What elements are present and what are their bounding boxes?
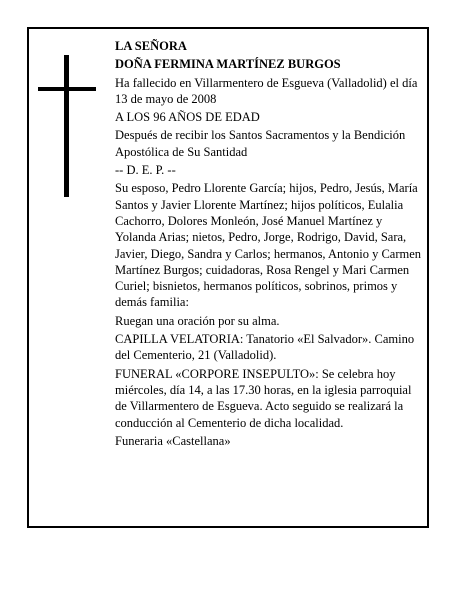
chapel-info: CAPILLA VELATORIA: Tanatorio «El Salvador». Camino del Cementerio, 21 (Valladolid). (115, 332, 415, 363)
death-info: Ha fallecido en Villarmentero de Esgueva (Valladolid) el día 13 de mayo de 2008 (115, 75, 418, 106)
sacraments-line: Después de recibir los Santos Sacramentos y la Bendición Apostólica de Su Santidad (115, 128, 406, 159)
funeral-home: Funeraria «Castellana» (115, 433, 231, 448)
funeral-info: FUNERAL «CORPORE INSEPULTO»: Se celebra hoy miércoles, día 14, a las 17.30 horas, en la iglesia parroquial de Villarmentero de Esgueva. Acto seguido se realizará la conducción al Cementerio de dicha localidad. (115, 366, 412, 430)
prayer-line: Ruegan una oración por su alma. (115, 313, 280, 328)
obituary-text (115, 38, 425, 451)
family-paragraph: Su esposo, Pedro Llorente García; hijos, Pedro, Jesús, María Santos y Javier Llorente Martínez; hijos políticos, Eulalia Cachorro, Dolores Monleón, José Manuel Martínez y Yolanda Arias; nietos, Pedro, Jorge, Rodrigo, David, Sara, Javier, Diego, Sandra y Carlos; hermanos, Antonio y Carmen Martínez Burgos; cuidadoras, Rosa Rengel y Mari Carmen Curiel; bisnietos, hermanos políticos, sobrinos, primos y demás familia: (115, 181, 422, 310)
cross-icon (38, 55, 96, 197)
cross-horizontal-bar (38, 87, 96, 91)
age-line: A LOS 96 AÑOS DE EDAD (115, 110, 260, 125)
notice-title: LA SEÑORA (115, 39, 187, 53)
cross-vertical-bar (64, 55, 69, 197)
deceased-name: DOÑA FERMINA MARTÍNEZ BURGOS (115, 57, 341, 72)
rip-line: -- D. E. P. -- (115, 163, 176, 178)
